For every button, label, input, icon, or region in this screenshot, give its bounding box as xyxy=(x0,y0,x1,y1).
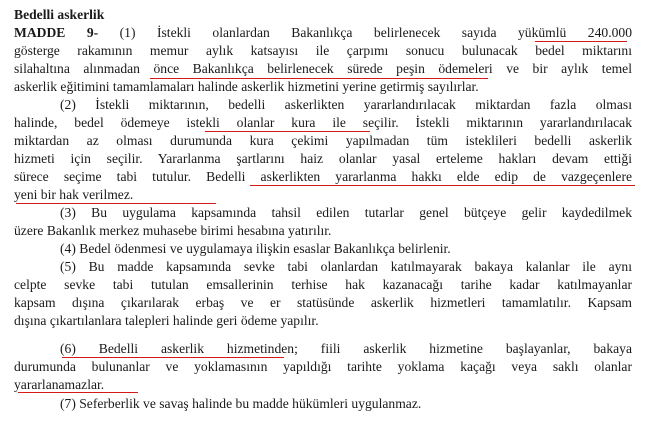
text-line: (2) İstekli miktarının, bedelli askerlikten yararlandırılacak miktardan fazla olması xyxy=(60,97,632,112)
text-line: dışına çıkartılanlara talepleri halinde geri ödeme yapılır. xyxy=(14,313,319,328)
text-line: (7) Seferberlik ve savaş halinde bu madde hükümleri uygulanmaz. xyxy=(60,396,422,411)
text-line: miktardan az olması durumunda kura çekimi yapılmadan tüm isteklileri bedelli askerlik xyxy=(14,133,632,148)
text-line: yeni bir hak verilmez. xyxy=(14,187,134,202)
paragraph-1-text: (1) İstekli olanlardan Bakanlıkça belirlenecek sayıda yükümlü 240.000 xyxy=(119,25,632,40)
article-heading: Bedelli askerlik xyxy=(14,7,105,22)
text-line: hizmeti için seçilir. Yararlanma şartlarını haiz olanlar yasal erteleme hakları devam ettiği xyxy=(14,151,632,166)
text-line: kapsam dışına çıkarılarak erbaş ve er statüsünde askerlik hizmetleri tamamlatılır. Kapsam xyxy=(14,295,632,310)
text-line: üzere Bakanlık merkez muhasebe birimi hesabına yatırılır. xyxy=(14,223,332,238)
text-line: celpte sevke tabi tutulan emsallerinin terhise hak kazanacağı tarihe kadar katılmayanlar xyxy=(14,277,632,292)
text-line: yararlanamazlar. xyxy=(14,377,105,392)
text-line: halinde, bedel ödemeye istekli olanlar kura ile seçilir. İstekli miktarının yararlandırılacak xyxy=(14,115,632,130)
text-line: (4) Bedel ödenmesi ve uygulamaya ilişkin esaslar Bakanlıkça belirlenir. xyxy=(60,241,451,256)
text-line: (3) Bu uygulama kapsamında tahsil edilen tutarlar genel bütçeye gelir kaydedilmek xyxy=(60,205,632,220)
text-line: sürece seçime tabi tutulur. Bedelli askerlikten yararlanma hakkı elde edip de vazgeçenlere xyxy=(14,169,632,184)
article-line-1 xyxy=(14,24,632,42)
text-line: silahaltına alınmadan önce Bakanlıkça belirlenecek sürede peşin ödemeleri ve bir aylık temel xyxy=(14,61,632,76)
text-line: askerlik eğitimini tamamlamaları halinde askerlik hizmetini yerine getirmiş sayılırlar. xyxy=(14,79,479,94)
text-line: (6) Bedelli askerlik hizmetinden; fiili askerlik hizmetine başlayanlar, bakaya xyxy=(60,341,632,356)
text-line: (5) Bu madde kapsamında sevke tabi olanlardan katılmayarak bakaya kalanlar ile aynı xyxy=(60,259,632,274)
text-line: durumunda bulunanlar ve yoklamasının yapıldığı tarihte yoklama kaçağı veya saklı olanlar xyxy=(14,359,632,374)
text-line: gösterge rakamının memur aylık katsayısı ile çarpımı sonucu bulunacak bedel miktarını xyxy=(14,43,632,58)
madde-label: MADDE 9- xyxy=(14,25,99,40)
